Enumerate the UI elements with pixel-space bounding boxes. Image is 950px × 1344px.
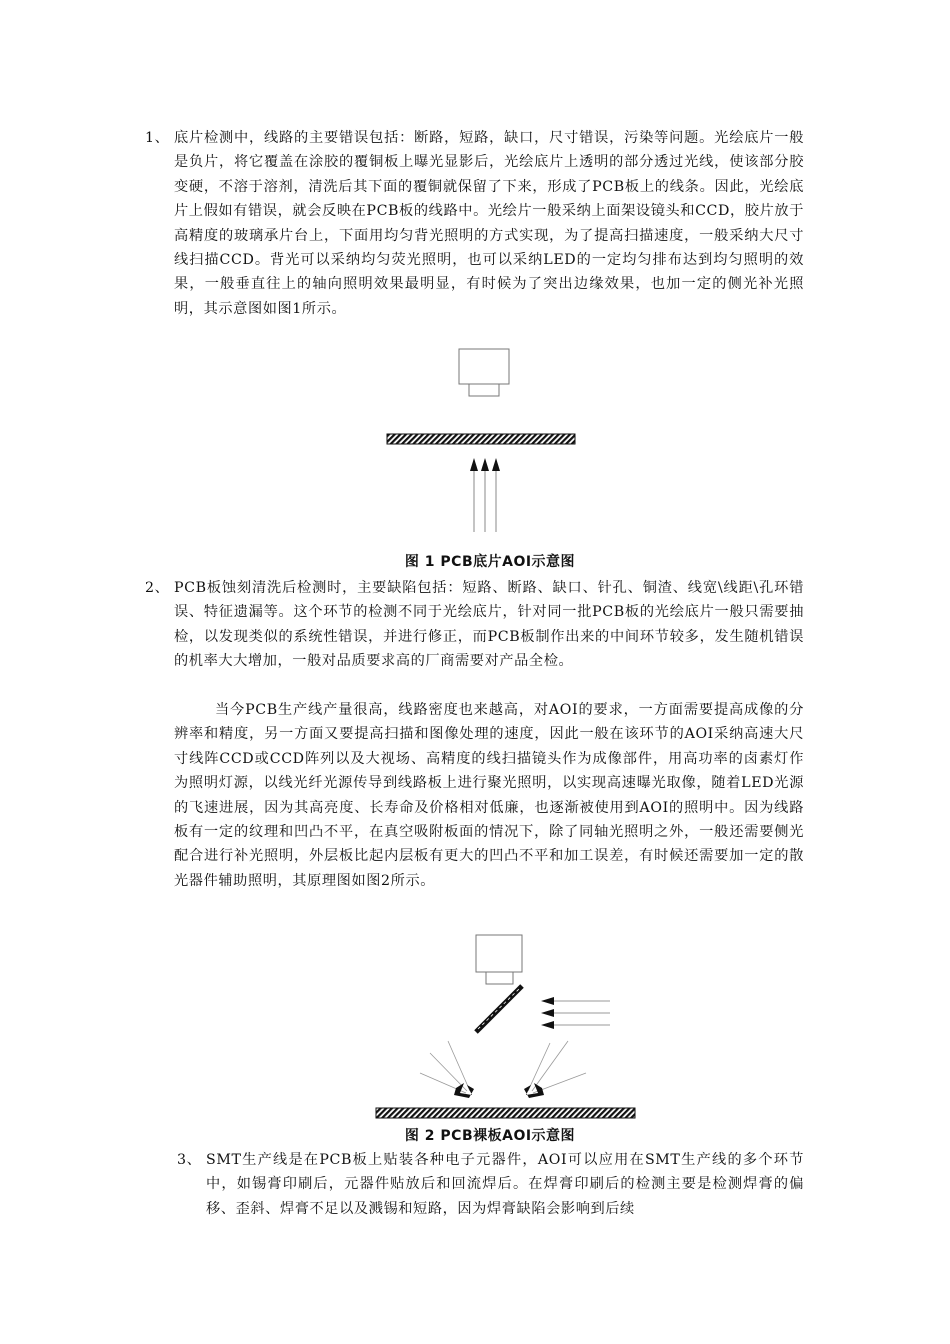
paragraph-text: SMT生产线是在PCB板上贴装各种电子元器件，AOI可以应用在SMT生产线的多个环节中，如锡膏印刷后，元器件贴放后和回流焊后。在焊膏印刷后的检测主要是检测焊膏的偏移、歪斜、焊膏不足以及溅锡和短路，因为焊膏缺陷会影响到后续 bbox=[206, 1152, 804, 1217]
camera-icon bbox=[476, 935, 522, 984]
figure-2-pcb-bare-board-aoi-diagram bbox=[370, 925, 640, 1125]
beam-splitter bbox=[476, 986, 522, 1032]
figure-2-caption: 图 2 PCB裸板AOI示意图 bbox=[404, 1128, 576, 1144]
film-plate bbox=[387, 434, 575, 444]
list-item-3 bbox=[177, 1148, 804, 1221]
figure-1-caption: 图 1 PCB底片AOI示意图 bbox=[404, 554, 576, 570]
side-light-arrows-icon bbox=[541, 997, 610, 1029]
item-number: 1、 bbox=[145, 130, 170, 146]
right-diffuse-light-icon bbox=[524, 1041, 586, 1098]
left-diffuse-light-icon bbox=[420, 1041, 474, 1098]
paragraph-text: 底片检测中，线路的主要错误包括：断路，短路，缺口，尺寸错误，污染等问题。光绘底片一般是负片，将它覆盖在涂胶的覆铜板上曝光显影后，光绘底片上透明的部分透过光线，使该部分胶变硬，不溶于溶剂，清洗后其下面的覆铜就保留了下来，形成了PCB板上的线条。因此，光绘底片上假如有错误，就会反映在PCB板的线路中。光绘片一般采纳上面架设镜头和CCD，胶片放于高精度的玻璃承片台上，下面用均匀背光照明的方式实现，为了提高扫描速度，一般采纳大尺寸线扫描CCD。背光可以采纳均匀荧光照明，也可以采纳LED的一定均匀排布达到均匀照明的效果，一般垂直往上的轴向照明效果最明显，有时候为了突出边缘效果，也加一定的侧光补光照明，其示意图如图1所示。 bbox=[174, 130, 804, 317]
list-item-1 bbox=[145, 126, 804, 321]
item-number: 3、 bbox=[177, 1152, 202, 1168]
camera-icon bbox=[459, 349, 509, 396]
item-number: 2、 bbox=[145, 580, 170, 596]
figure-1-pcb-film-aoi-diagram bbox=[380, 340, 580, 540]
list-item-2 bbox=[145, 576, 804, 674]
paragraph-text: 当今PCB生产线产量很高，线路密度也来越高，对AOI的要求，一方面需要提高成像的分辨率和精度，另一方面又要提高扫描和图像处理的速度，因此一般在该环节的AOI采纳高速大尺寸线阵CCD或CCD阵列以及大视场、高精度的线扫描镜头作为成像部件，用高功率的卤素灯作为照明灯源，以线光纤光源传导到线路板上进行聚光照明，以实现高速曝光取像，随着LED光源的飞速进展，因为其高亮度、长寿命及价格相对低廉，也逐渐被使用到AOI的照明中。因为线路板有一定的纹理和凹凸不平，在真空吸附板面的情况下，除了同轴光照明之外，一般还需要侧光配合进行补光照明，外层板比起内层板有更大的凹凸不平和加工误差，有时候还需要加一定的散光器件辅助照明，其原理图如图2所示。 bbox=[174, 702, 804, 889]
paragraph-indented bbox=[174, 698, 804, 893]
backlight-arrows-icon bbox=[470, 458, 500, 532]
paragraph-text: PCB板蚀刻清洗后检测时，主要缺陷包括：短路、断路、缺口、针孔、铜渣、线宽\线距\孔环错误、特征遗漏等。这个环节的检测不同于光绘底片，针对同一批PCB板的光绘底片一般只需要抽检，以发现类似的系统性错误，并进行修正，而PCB板制作出来的中间环节较多，发生随机错误的机率大大增加，一般对品质要求高的厂商需要对产品全检。 bbox=[174, 580, 804, 670]
pcb-board bbox=[376, 1108, 635, 1118]
